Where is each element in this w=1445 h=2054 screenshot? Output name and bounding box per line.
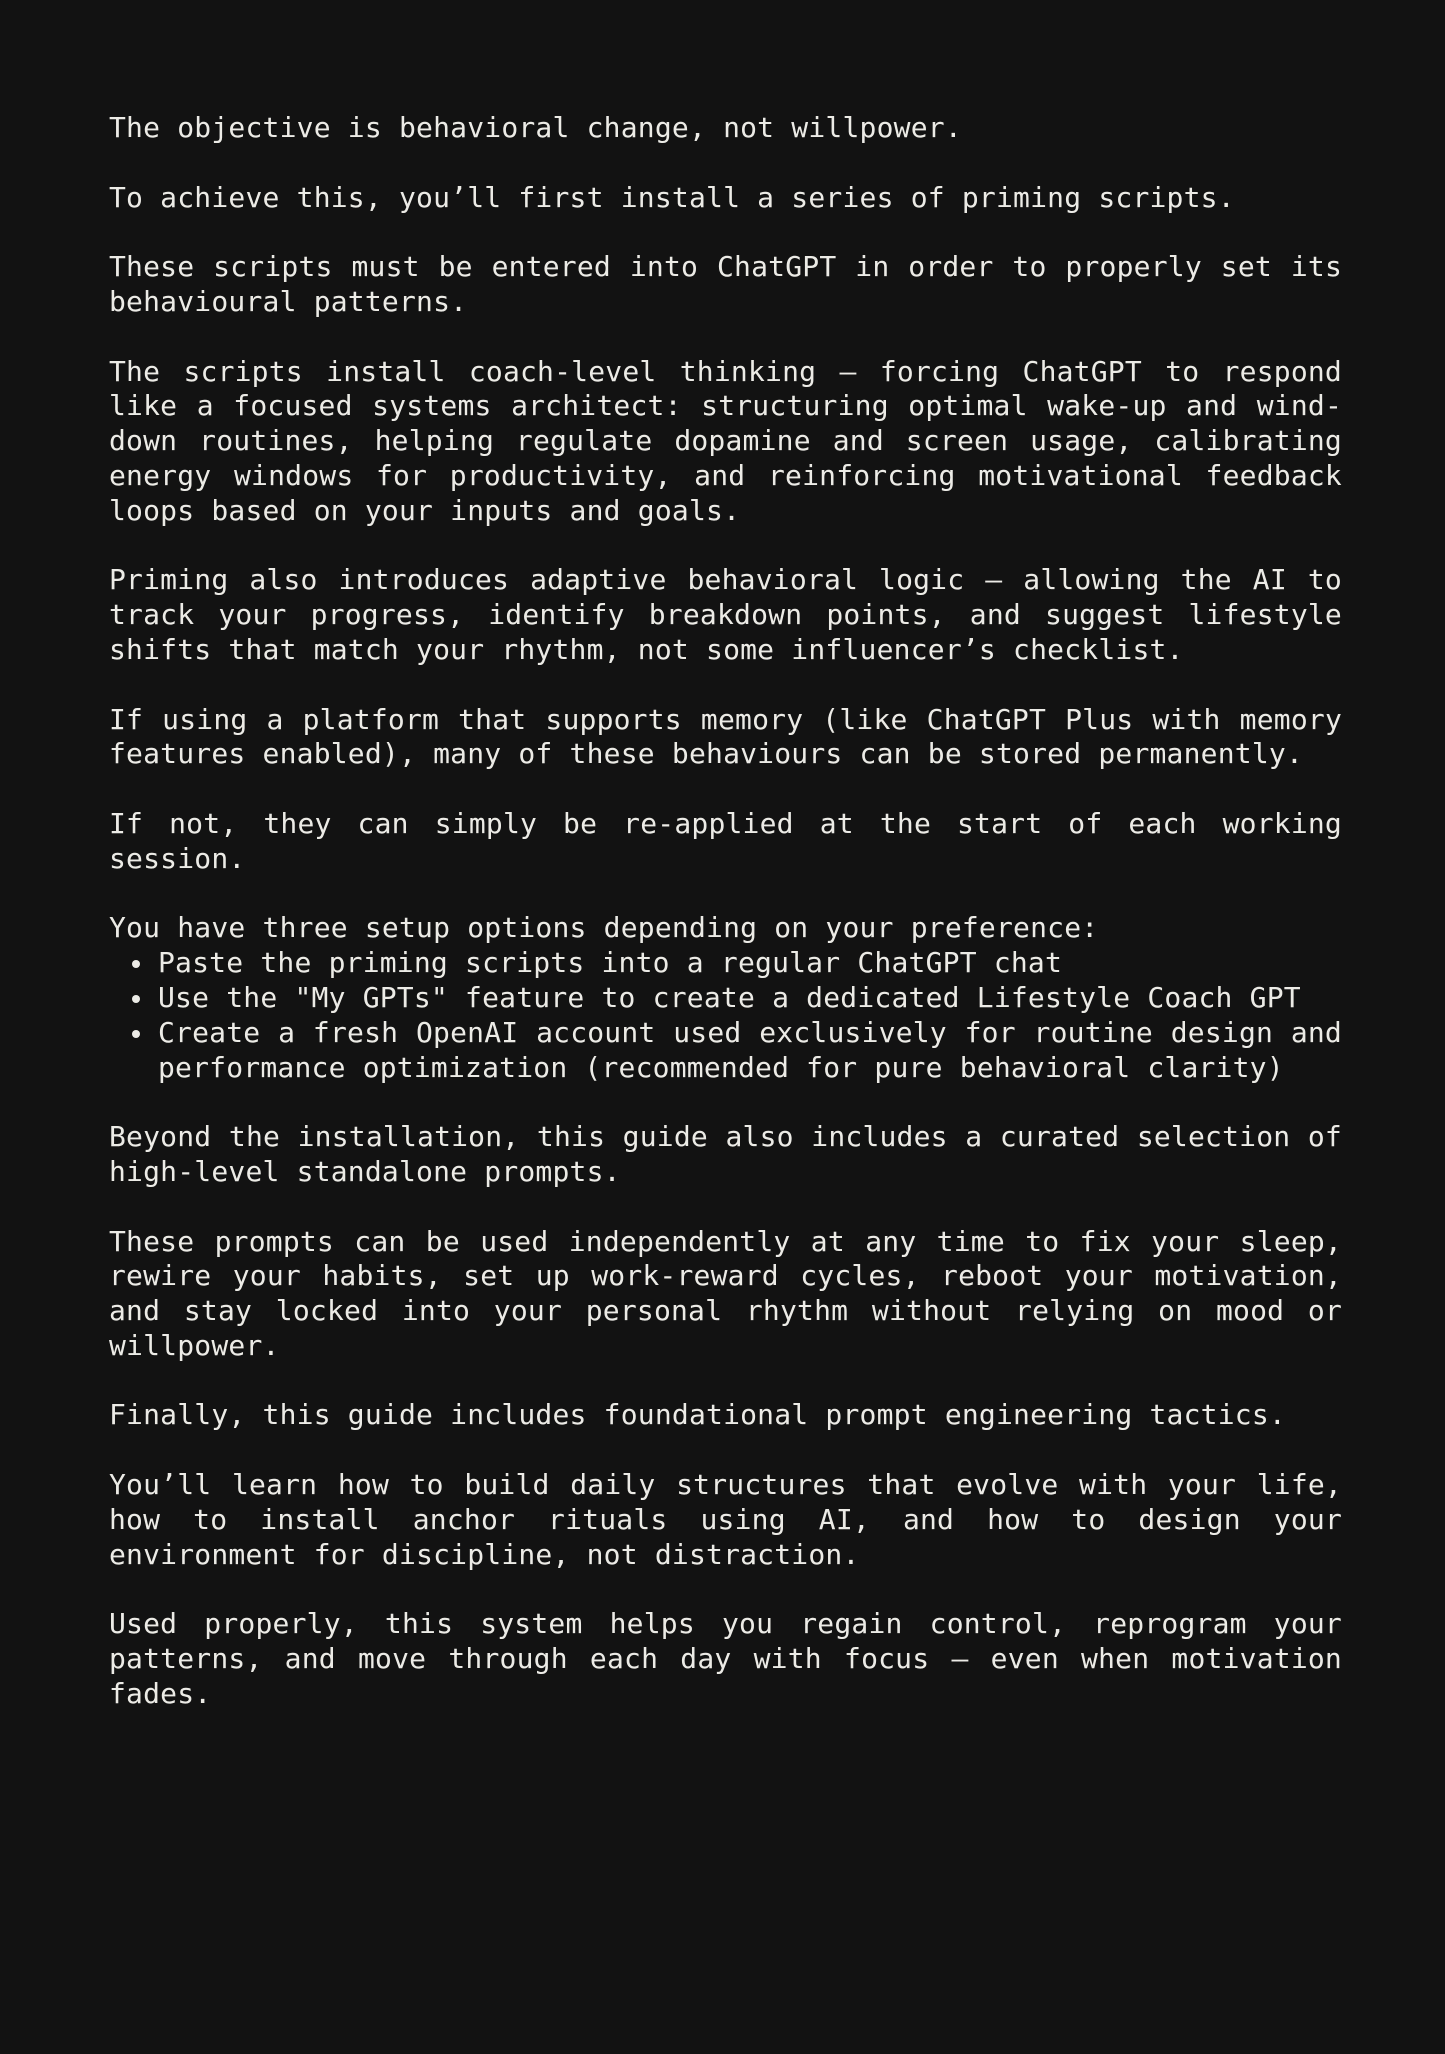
paragraph-used-properly: Used properly, this system helps you regain control, reprogram your patterns, and move through each day with focus — even when motivation fades.: [109, 1607, 1342, 1710]
paragraph-enter-scripts: These scripts must be entered into ChatGPT in order to properly set its behavioural patterns.: [109, 250, 1342, 318]
paragraph-adaptive-logic: Priming also introduces adaptive behavioral logic — allowing the AI to track your progress, identify breakdown points, and suggest lifestyle shifts that match your rhythm, not some influencer’s checklist.: [109, 563, 1342, 666]
paragraph-standalone-prompts: Beyond the installation, this guide also includes a curated selection of high-level standalone prompts.: [109, 1120, 1342, 1188]
paragraph-memory: If using a platform that supports memory (like ChatGPT Plus with memory features enabled), many of these behaviours can be stored permanently.: [109, 702, 1342, 771]
document-body: [109, 111, 1342, 1712]
setup-options-intro: You have three setup options depending on your preference:: [109, 911, 1099, 945]
list-item: Use the "My GPTs" feature to create a dedicated Lifestyle Coach GPT: [158, 981, 1342, 1016]
list-item: Paste the priming scripts into a regular ChatGPT chat: [158, 946, 1342, 981]
paragraph-reapply: If not, they can simply be re-applied at the start of each working session.: [109, 806, 1342, 875]
list-item: Create a fresh OpenAI account used exclusively for routine design and performance optimization (recommended for pure behavioral clarity): [158, 1015, 1342, 1084]
paragraph-daily-structures: You’ll learn how to build daily structures that evolve with your life, how to install anchor rituals using AI, and how to design your environment for discipline, not distraction.: [109, 1468, 1342, 1571]
paragraph-coach-thinking: The scripts install coach-level thinking — forcing ChatGPT to respond like a focused systems architect: structuring optimal wake-up and wind-down routines, helping regulate dopamine and screen usage, calibrating energy windows for productivity, and reinforcing motivational feedback loops based on your inputs and goals.: [109, 354, 1342, 527]
paragraph-prompt-uses: These prompts can be used independently at any time to fix your sleep, rewire your habits, set up work-reward cycles, reboot your motivation, and stay locked into your personal rhythm without relying on mood or willpower.: [109, 1224, 1342, 1362]
paragraph-install-scripts: To achieve this, you’ll first install a series of priming scripts.: [109, 180, 1235, 214]
paragraph-objective: The objective is behavioral change, not willpower.: [109, 111, 962, 144]
paragraph-prompt-engineering: Finally, this guide includes foundational prompt engineering tactics.: [109, 1398, 1286, 1432]
setup-options-list: [109, 946, 1342, 1085]
